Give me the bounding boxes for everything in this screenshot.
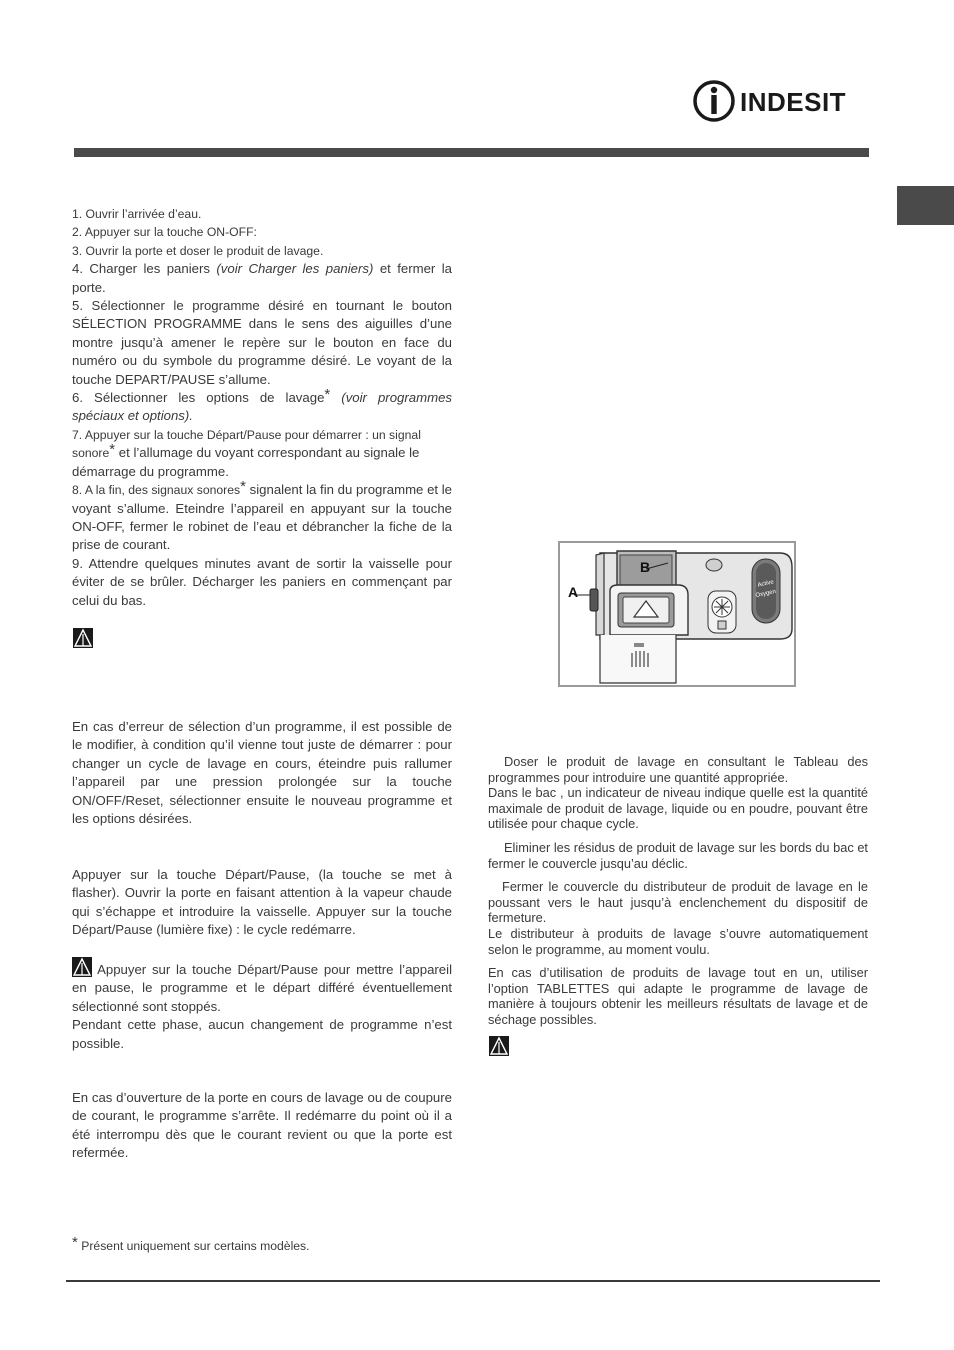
clean-text: Eliminer les résidus de produit de lavage sur les bords du bac et fermer le couvercle jusqu’au déclic. — [488, 839, 868, 871]
indesit-logo — [692, 78, 870, 124]
badge-line2: Oxygen — [755, 588, 777, 600]
interruption-text: En cas d’ouverture de la porte en cours de lavage ou de coupure de courant, le programme s’arrête. Il redémarre du point où il a été interrompu dès que le courant revient ou que la porte est refermée. — [72, 1090, 452, 1161]
language-tab — [897, 186, 954, 225]
brand-name: INDESIT — [740, 87, 847, 117]
dose-text-2: Dans le bac , un indicateur de niveau indique quelle est la quantité maximale de produit de lavage, liquide ou en poudre, pouvant être utilisée pour chaque cycle. — [488, 785, 868, 832]
step-5: 5. Sélectionner le programme désiré en tournant le bouton SÉLECTION PROGRAMME dans le sens des aiguilles d’une montre jusqu’à amener le repère sur le bouton en face du numéro ou du symbole du programme désiré. Le voyant de la touche DEPART/PAUSE s’allume. — [72, 298, 452, 387]
step-3: 3. Ouvrir la porte et doser le produit de lavage. — [72, 243, 324, 258]
warning-icon — [72, 957, 92, 977]
footnote: * Présent uniquement sur certains modèles. — [72, 1234, 310, 1253]
pause-section — [72, 957, 452, 1053]
step-2: 2. Appuyer sur la touche ON-OFF: — [72, 225, 257, 240]
close-text-1: Fermer le couvercle du distributeur de produit de lavage en le poussant vers le haut jusqu’à enclenchement du dispositif de fermeture. — [488, 879, 868, 926]
add-dishes-text: Appuyer sur la touche Départ/Pause, (la touche se met à flasher). Ouvrir la porte en faisant attention à la vapeur chaude qui s’échappe et introduire la vaisselle. Appuyer sur la touche Départ/Pause (lumière fixe) : le cycle redémarre. — [72, 867, 452, 938]
footnote-text: Présent uniquement sur certains modèles. — [81, 1239, 310, 1253]
header-divider — [74, 148, 869, 157]
steps-list — [72, 205, 452, 610]
warning-icon — [489, 1036, 509, 1056]
step-1: 1. Ouvrir l’arrivée d’eau. — [72, 207, 202, 221]
step-7: 7. Appuyer sur la touche Départ/Pause pour démarrer : un signal sonore* et l’allumage du voyant correspondant au signale le démarrage du programme. — [72, 427, 421, 479]
step-8: 8. A la fin, des signaux sonores* signalent la fin du programme et le voyant s’allume. Eteindre l’appareil en appuyant sur la touche ON-OFF, fermer le robinet de l’eau et débrancher la fiche de la prise de courant. — [72, 478, 453, 553]
step-4: 4. Charger les paniers (voir Charger les paniers) et fermer la porte. — [72, 261, 452, 295]
tablets-text: En cas d’utilisation de produits de lavage tout en un, utiliser l’option TABLETTES qui adapte le programme de lavage de manière à toujours obtenir les meilleurs résultats de lavage et de séchage possibles. — [488, 965, 868, 1027]
pause-warning-text: Appuyer sur la touche Départ/Pause pour mettre l’appareil en pause, le programme et le départ différé éventuellement sélectionné sont stoppés. — [72, 962, 453, 1014]
pause-note-text: Pendant cette phase, aucun changement de programme n’est possible. — [72, 1017, 452, 1051]
figure-label-b: B — [640, 559, 651, 575]
close-text-2: Le distributeur à produits de lavage s’ouvre automatiquement selon le programme, au moment voulu. — [488, 925, 868, 957]
right-column — [488, 754, 868, 1028]
step-6: 6. Sélectionner les options de lavage* (voir programmes spéciaux et options). — [72, 386, 452, 424]
figure-label-a: A — [568, 584, 579, 600]
dose-text-1: Doser le produit de lavage en consultant le Tableau des programmes pour introduire une quantité appropriée. — [488, 754, 868, 785]
detergent-dispenser-figure — [558, 541, 796, 687]
footer-divider — [66, 1280, 880, 1282]
step-9: 9. Attendre quelques minutes avant de sortir la vaisselle pour éviter de se brûler. Décharger les paniers en commençant par celui du bas. — [72, 555, 452, 608]
badge-line1: Active — [757, 579, 775, 589]
modify-program-text: En cas d’erreur de sélection d’un programme, il est possible de le modifier, à condition qu’il vienne tout juste de démarrer : pour changer un cycle de lavage en cours, éteindre puis rallumer l’appareil par une pression prolongée sur la touche ON/OFF/Reset, sélectionner ensuite le nouveau programme et les options désirées. — [72, 719, 452, 827]
warning-icon — [73, 628, 93, 648]
dispenser-illustration — [560, 543, 794, 685]
